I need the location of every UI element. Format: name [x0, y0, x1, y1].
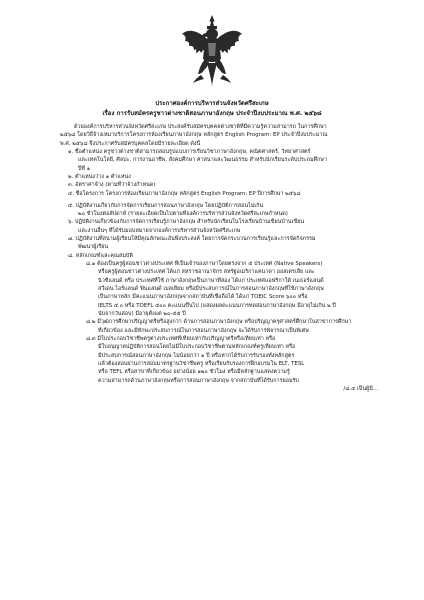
- document-subject: เรื่อง การรับสมัครครูชาวต่างชาติสอนภาษาอังกฤษ ประจำปีงบประมาณ พ.ศ. ๒๕๖๘: [102, 110, 322, 117]
- item-8-3-line: ความสามารถด้านภาษาอังกฤษหรือการสอนภาษาอังกฤษ จากสถาบันที่ได้รับการยอมรับ: [98, 377, 299, 384]
- item-8-3-line: ๘.๓ มีใบประกอบวิชาชีพครูต่างประเทศที่เทียบเท่ากับปริญญาตรีหรือเทียบเท่า หรือ: [86, 336, 276, 343]
- item-1-line: ปีที่ ๑: [78, 165, 91, 172]
- item-8-1-line: ๘.๑ ต้องเป็นครูผู้สอนชาวต่างประเทศ ที่เป็นเจ้าของภาษาโดยตรงจาก ๕ ประเทศ (Native Speakers): [86, 261, 323, 267]
- item-7-line: พัฒนาผู้เรียน: [78, 244, 109, 251]
- item-8-3-line: หรือ TEFL หรือสาขาที่เกี่ยวข้อง อย่างน้อย ๑๒๐ ชั่วโมง หรือมีหลักฐานแสดงความรู้: [98, 369, 290, 376]
- item-8-1-line: หรือครูผู้สอนชาวต่างประเทศ ได้แก่ สหราชอาณาจักร สหรัฐอเมริกาแคนาดา ออสเตรเลีย และ: [98, 269, 315, 276]
- item-1-line: ๑. ชื่อตำแหน่ง ครูชาวต่างชาติสามารถสอนรูปแบบการเรียนวิชาภาษาอังกฤษ, คณิตศาสตร์, วิทยาศาสตร์: [68, 149, 311, 156]
- item-2-line: ๒. ตำแหน่งว่าง ๑ ตำแหน่ง: [68, 174, 131, 181]
- item-1-line: และเทคโนโลยี, ศิลปะ, การงานอาชีพ, สังคมศึกษา ศาสนาและวัฒนธรรม สำหรับนักเรียนระดับประถมศึกษา: [78, 157, 327, 164]
- item-8-3-line: มีประสบการณ์สอนภาษาอังกฤษ ไม่น้อยกว่า ๑ ปี หรือหากได้รับการรับรองทั้งหลักสูตร: [98, 352, 295, 359]
- document-org-title: ประกาศองค์การบริหารส่วนจังหวัดศรีสะเกษ: [155, 100, 269, 107]
- item-4-line: ๔. ชื่อโครงการ โครงการห้องเรียนภาษาอังกฤษ หลักสูตร English Program: EP ปีการศึกษา ๒๕๖๘: [68, 190, 301, 197]
- item-8-2-line: ที่เกี่ยวข้อง และมีทักษะประสบการณ์ในการสอนภาษาอังกฤษ จะได้รับการพิจารณาเป็นพิเศษ: [98, 327, 309, 334]
- item-8-1-line: สวีเดน ไอร์แลนด์ ฟินแลนด์ เบลเยียม หรือมีประสบการณ์ในการสอนภาษาอังกฤษที่ใช้ภาษาอังกฤษ: [98, 286, 324, 293]
- item-8-3-line: แล้วต้องสอบผ่านการสอบมาตรฐานวิชาชีพครู หรือเรียนรับรองการฝึกอบรมใน ELT, TESL: [98, 361, 305, 368]
- item-8-2-line: ๘.๒ มีวุฒิการศึกษาปริญญาตรีหรือสูงกว่า ด้านการสอนภาษาอังกฤษ หรือปริญญาครุศาสตร์ศึกษาในสาขาการศึกษา: [86, 319, 352, 326]
- intro-line: ด้วยองค์การบริหารส่วนจังหวัดศรีสะเกษ ประสงค์รับสมัครบุคคลต่างชาติที่มีความรู้ความสามารถ ในการศึกษา: [74, 124, 327, 130]
- intro-line: พ.ศ. ๒๕๖๘ จึงประกาศรับสมัครบุคคลโดยมีรายละเอียด ดังนี้: [60, 140, 201, 147]
- item-8-3-line: มีใบอนุญาตปฏิบัติการสอนโดยไม่มีใบประกอบวิชาชีพตามหลักเกณฑ์ครูเทียบเท่า หรือ: [98, 344, 296, 351]
- intro-line: ๒๕๖๘ โดยวิธีจ้างเหมาบริการโครงการห้องเรียนภาษาอังกฤษ หลักสูตร English Program: EP ประจำปีงบประมาณ: [60, 132, 328, 139]
- item-7-line: ๗. ปฏิบัติงานที่สนามผู้เรียนให้มีคุณลักษณะอันพึงประสงค์ โดยการจัดกระบวนการเรียนรู้และการจัดกิจกรรม: [68, 235, 316, 242]
- item-6-line: ๖. ปฏิบัติงานเกี่ยวข้องกับการจัดการเรียนรู้ภาษาอังกฤษ สำหรับนักเรียนในโรงเรียนบ้านเขียนบ้านเขียน: [68, 219, 305, 226]
- item-5-line: ๒๐ ชั่วโมงต่อสัปดาห์ (รายละเอียดเป็นไปตามที่องค์การบริหารส่วนจังหวัดศรีสะเกษกำหนด): [78, 210, 288, 217]
- item-8-1-line: นับจากวันสอบ) มีอายุตั้งแต่ ๒๐-๕๕ ปี: [98, 311, 186, 318]
- item-8-heading: ๘. หลักเกณฑ์และคุณสมบัติ: [68, 252, 133, 259]
- item-3-line: ๓. อัตราค่าจ้าง (ตามที่ว่าจ้างกำหนด): [68, 182, 156, 189]
- continuation-marker: /๘.๔ เป็นผู้มี...: [343, 386, 378, 393]
- item-6-line: และงานอื่นๆ ที่ได้รับมอบหมายจากองค์การบริหารส่วนจังหวัดศรีสะเกษ: [78, 227, 241, 234]
- item-8-1-line: เป็นภาษาหลัก มีคะแนนภาษาอังกฤษจากสถาบันที่เชื่อถือได้ ได้แก่ TOEIC Score ๖๐๐ หรือ: [98, 294, 308, 301]
- item-5-line: ๕. ปฏิบัติงานเกี่ยวกับการจัดการเรียนการสอนภาษาอังกฤษ โดยปฏิบัติการสอนไม่เกิน: [68, 202, 264, 209]
- document-body: [60, 123, 380, 394]
- garuda-emblem-icon: [179, 12, 245, 90]
- item-8-1-line: IELTS ๕.๐ หรือ TOEFL ๕๐๐ คะแนนขึ้นไป (แสดงผลคะแนนการทดสอบภาษาอังกฤษ มีอายุไม่เกิน ๒ ปี: [98, 302, 336, 309]
- item-8-1-line: นิวซีแลนด์ หรือ ประเทศที่ใช้ ภาษาอังกฤษเป็นภาษาที่สอง ได้แก่ ประเทศแอฟริกาใต้ เนเธอร์แลนด์: [98, 277, 324, 284]
